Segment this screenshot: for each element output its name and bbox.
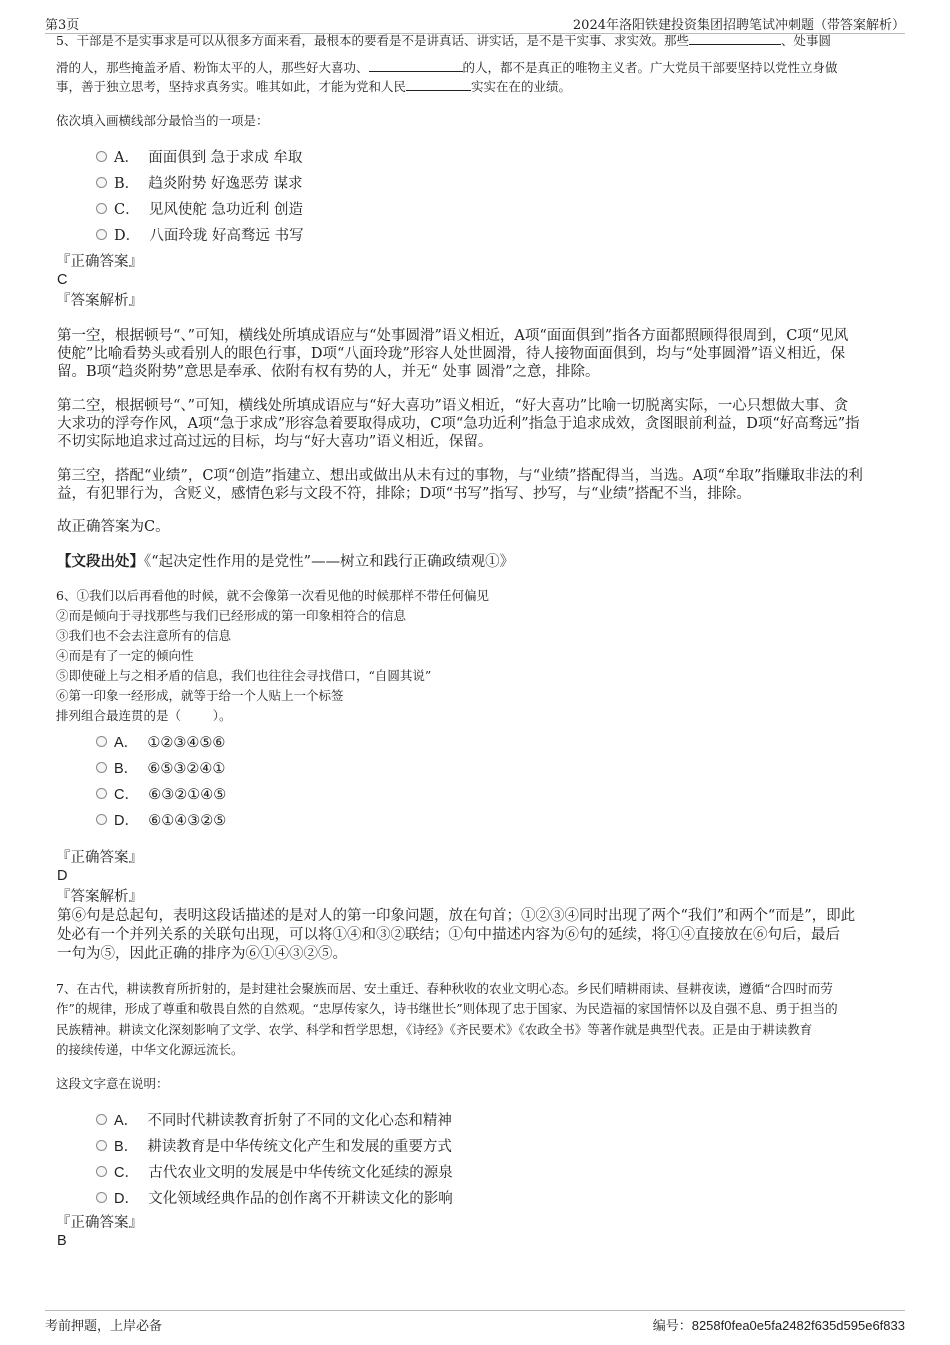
q5-analysis-para2-l1: 第二空，根据顿号“、”可知，横线处所填成语应与“好大喜功”语义相近，“好大喜功”比喻一切脱离实际，一心只想做大事、贪 [57, 398, 849, 414]
radio-icon[interactable] [96, 203, 107, 214]
q5-analysis-para2-l2: 大求功的浮夸作风，A项“急于求成”形容急着要取得成功，C项“急功近利”指急于追求成效，贪图眼前利益，D项“好高骛远”指 [57, 416, 860, 432]
q6-line-6: ⑥第一印象一经形成，就等于给一个人贴上一个标签 [56, 688, 344, 703]
radio-icon[interactable] [96, 229, 107, 240]
q5-stem-line3: 事，善于独立思考，坚持求真务实。唯其如此，才能为党和人民 实实在在的业绩。 [56, 79, 572, 94]
q6-line-3: ③我们也不会去注意所有的信息 [56, 628, 232, 643]
q6-line-5: ⑤即使碰上与之相矛盾的信息，我们也往往会寻找借口，“自圆其说” [56, 668, 432, 683]
q6-answer-label: 『正确答案』 [56, 850, 143, 866]
q5-prompt: 依次填入画横线部分最恰当的一项是： [56, 113, 269, 128]
page-number: 第3页 [45, 18, 80, 33]
q7-answer-label: 『正确答案』 [56, 1215, 143, 1231]
radio-icon[interactable] [96, 1114, 107, 1125]
radio-icon[interactable] [96, 762, 107, 773]
radio-icon[interactable] [96, 1140, 107, 1151]
footer-serial: 编号：8258f0fea0e5fa2482f635d595e6f833 [652, 1318, 905, 1333]
q5-analysis-para1-l2: 使舵”比喻看势头或看别人的眼色行事，D项“八面玲珑”形容人处世圆滑，待人接物面面俱到，均与“处事圆滑”语义相近，保 [57, 346, 846, 362]
blank-1 [689, 32, 781, 45]
blank-3 [406, 78, 471, 91]
q6-line-2: ②而是倾向于寻找那些与我们已经形成的第一印象相符合的信息 [56, 608, 407, 623]
q6-analysis-l2: 处必有一个并列关系的关联句出现，可以将①④和③②联结；①句中描述内容为⑥句的延续，将①④直接放在⑥句后，最后 [57, 927, 840, 943]
footer-divider [45, 1310, 905, 1311]
q7-line-1: 7、在古代，耕读教育所折射的，是封建社会聚族而居、安土重迁、春种秋收的农业文明心态。乡民们晴耕雨读、昼耕夜读，遵循“合四时而劳 [56, 981, 833, 996]
q5-source: 【文段出处】《“起决定性作用的是党性”——树立和践行正确政绩观①》 [57, 553, 515, 570]
q5-analysis-para2-l3: 不切实际地追求过高过远的目标，均与“好大喜功”语义相近，保留。 [57, 434, 493, 450]
radio-icon[interactable] [96, 788, 107, 799]
q6-analysis-l3: 一句为⑤，因此正确的排序为⑥①④③②⑤。 [57, 946, 347, 962]
q5-stem-line1: 5、干部是不是实事求是可以从很多方面来看，最根本的要看是不是讲真话、讲实话，是不是干实事、求实效。那些 、处事圆 [56, 33, 831, 48]
q5-stem-line2: 滑的人，那些掩盖矛盾、粉饰太平的人，那些好大喜功、 的人，都不是真正的唯物主义者。广大党员干部要坚持以党性立身做 [56, 60, 838, 75]
q5-answer-label: 『正确答案』 [56, 254, 143, 270]
q6-answer: D [57, 868, 68, 884]
radio-icon[interactable] [96, 736, 107, 747]
q6-prompt: 排列组合最连贯的是（ ）。 [56, 708, 232, 723]
document-title: 2024年洛阳铁建投资集团招聘笔试冲刺题（带答案解析） [572, 18, 905, 33]
q7-line-2: 作”的规律，形成了尊重和敬畏自然的自然观。“忠厚传家久，诗书继世长”则体现了忠于国家、为民造福的家国情怀以及自强不息、勇于担当的 [56, 1001, 838, 1016]
q6-line-1: 6、①我们以后再看他的时候，就不会像第一次看见他的时候那样不带任何偏见 [56, 588, 489, 603]
radio-icon[interactable] [96, 1192, 107, 1203]
q5-analysis-para3-l2: 益，有犯罪行为，含贬义，感情色彩与文段不符，排除；D项“书写”指写、抄写，与“业绩”搭配不当，排除。 [57, 486, 751, 502]
q5-conclusion: 故正确答案为C。 [57, 519, 170, 535]
q5-answer: C [57, 272, 68, 288]
q7-answer: B [57, 1233, 67, 1249]
q5-analysis-para3-l1: 第三空，搭配“业绩”，C项“创造”指建立、想出或做出从未有过的事物，与“业绩”搭配得当，当选。A项“牟取”指赚取非法的利 [57, 468, 863, 484]
q7-prompt: 这段文字意在说明： [56, 1076, 169, 1091]
q6-line-4: ④而是有了一定的倾向性 [56, 648, 194, 663]
q6-analysis-label: 『答案解析』 [56, 889, 143, 905]
blank-2 [369, 59, 463, 72]
q7-line-3: 民族精神。耕读文化深刻影响了文学、农学、科学和哲学思想，《诗经》《齐民要术》《农政全书》等著作就是典型代表。正是由于耕读教育 [56, 1022, 813, 1037]
q5-analysis-label: 『答案解析』 [56, 293, 143, 309]
radio-icon[interactable] [96, 151, 107, 162]
radio-icon[interactable] [96, 1166, 107, 1177]
radio-icon[interactable] [96, 814, 107, 825]
q5-analysis-para1-l3: 留。B项“趋炎附势”意思是奉承、依附有权有势的人，并无“ 处事 圆滑”之意，排除。 [57, 364, 600, 380]
q5-analysis-para1-l1: 第一空，根据顿号“、”可知，横线处所填成语应与“处事圆滑”语义相近，A项“面面俱到”指各方面都照顾得很周到，C项“见风 [57, 328, 849, 344]
q6-analysis-l1: 第⑥句是总起句，表明这段话描述的是对人的第一印象问题，放在句首；①②③④同时出现了两个“我们”和两个“而是”，即此 [57, 908, 856, 924]
q7-line-4: 的接续传递，中华文化源远流长。 [56, 1042, 244, 1057]
footer-slogan: 考前押题，上岸必备 [45, 1319, 163, 1334]
radio-icon[interactable] [96, 177, 107, 188]
